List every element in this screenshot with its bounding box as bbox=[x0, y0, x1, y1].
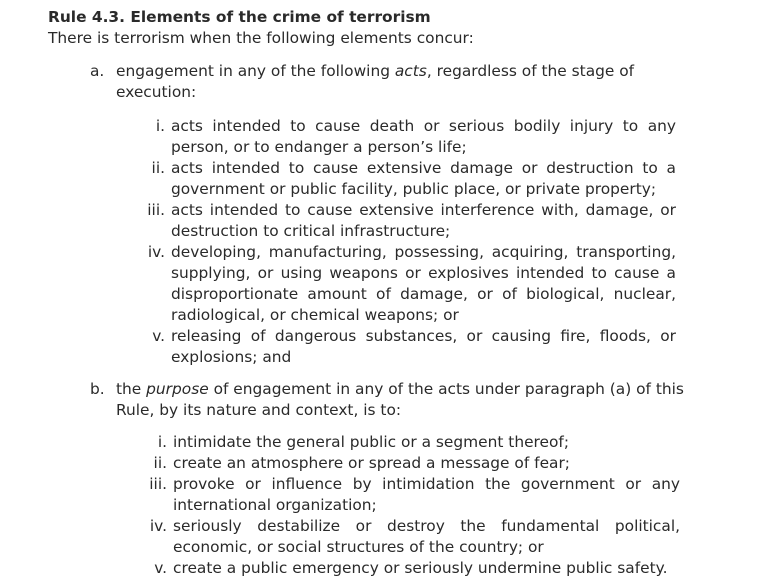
paragraph-b-text-start: the bbox=[116, 380, 147, 398]
rule-title: Rule 4.3. Elements of the crime of terrorism bbox=[48, 8, 431, 26]
paragraph-a-list bbox=[144, 116, 676, 368]
list-item-marker: iii. bbox=[149, 475, 167, 493]
list-item bbox=[144, 453, 680, 474]
list-item-marker: iii. bbox=[147, 201, 165, 219]
list-item-text: intimidate the general public or a segment thereof; bbox=[173, 433, 570, 451]
list-item-marker: iv. bbox=[149, 517, 167, 535]
list-item bbox=[144, 326, 676, 368]
list-item-marker: iv. bbox=[147, 243, 165, 261]
list-item-text: create an atmosphere or spread a message of fear; bbox=[173, 454, 570, 472]
list-item bbox=[144, 432, 680, 453]
list-item-marker: ii. bbox=[151, 159, 165, 177]
paragraph-a-text-start: engagement in any of the following bbox=[116, 62, 395, 80]
paragraph-b-text bbox=[116, 379, 716, 421]
paragraph-b bbox=[48, 379, 748, 579]
document bbox=[48, 7, 748, 579]
list-item-marker: v. bbox=[154, 559, 167, 577]
list-item bbox=[144, 158, 676, 200]
rule-intro: There is terrorism when the following elements concur: bbox=[48, 29, 474, 47]
paragraph-b-list bbox=[144, 432, 680, 579]
list-item bbox=[144, 200, 676, 242]
list-item bbox=[144, 474, 680, 516]
list-item-text: acts intended to cause death or serious bodily injury to any person, or to endanger a person’s life; bbox=[171, 117, 676, 156]
paragraph-a bbox=[48, 61, 748, 368]
list-item bbox=[144, 242, 676, 326]
list-item bbox=[144, 516, 680, 558]
paragraph-a-text bbox=[116, 61, 716, 103]
list-item-text: acts intended to cause extensive damage or destruction to a government or public facility, public place, or private property; bbox=[171, 159, 676, 198]
paragraph-b-marker: b. bbox=[90, 380, 105, 398]
paragraph-b-text-end: of engagement in any of the acts under paragraph (a) of this Rule, by its nature and context, is to: bbox=[116, 380, 684, 419]
list-item-text: releasing of dangerous substances, or causing fire, floods, or explosions; and bbox=[171, 327, 676, 366]
paragraph-a-emphasis: acts bbox=[394, 62, 427, 80]
list-item-marker: ii. bbox=[153, 454, 167, 472]
list-item-text: provoke or influence by intimidation the government or any international organization; bbox=[173, 475, 680, 514]
list-item-marker: i. bbox=[157, 433, 167, 451]
list-item bbox=[144, 116, 676, 158]
list-item-marker: i. bbox=[155, 117, 165, 135]
list-item-text: acts intended to cause extensive interference with, damage, or destruction to critical infrastructure; bbox=[171, 201, 676, 240]
list-item-text: create a public emergency or seriously undermine public safety. bbox=[173, 559, 668, 577]
list-item bbox=[144, 558, 680, 579]
paragraph-b-emphasis: purpose bbox=[146, 380, 209, 398]
list-item-text: developing, manufacturing, possessing, acquiring, transporting, supplying, or using weapons or explosives intended to cause a disproportionate amount of damage, or of biological, nuclear, radiological, or chemical weapons; or bbox=[171, 243, 676, 324]
list-item-text: seriously destabilize or destroy the fundamental political, economic, or social structures of the country; or bbox=[173, 517, 680, 556]
paragraph-a-marker: a. bbox=[90, 62, 105, 80]
paragraph-a-text-end: , regardless of the stage of execution: bbox=[116, 62, 635, 101]
list-item-marker: v. bbox=[152, 327, 165, 345]
